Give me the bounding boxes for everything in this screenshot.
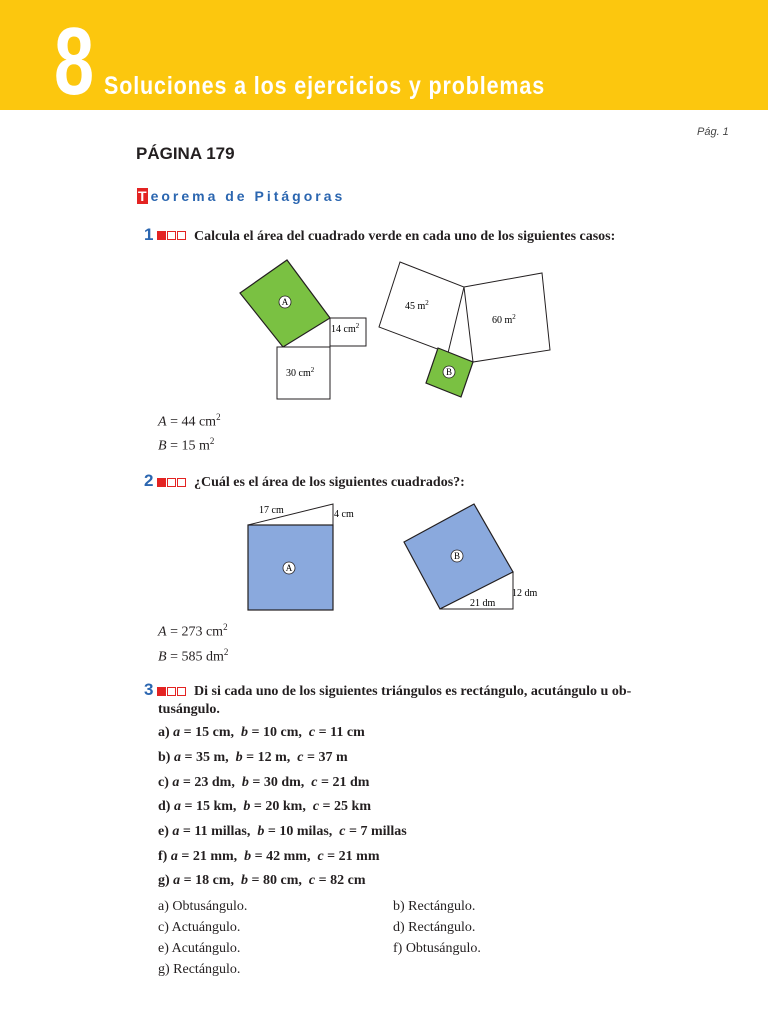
section-first-letter: T — [138, 188, 147, 204]
fig2-label-21: 21 dm — [470, 598, 496, 609]
header-band — [0, 0, 768, 115]
section-title — [137, 188, 345, 204]
header-title: Soluciones a los ejercicios y problemas — [104, 72, 546, 100]
fig2-label-12: 12 dm — [512, 588, 538, 599]
page-title: PÁGINA 179 — [136, 144, 235, 163]
exercise-3-statement-line1: Di si cada uno de los siguientes triángulos es rectángulo, acutángulo u ob- — [194, 684, 632, 699]
list-item: a) a = 15 cm, b = 10 cm, c = 11 cm — [158, 725, 365, 740]
ex2-answer-a: A = 273 $cm^2$ — [158, 622, 228, 640]
chapter-number: 8 — [54, 8, 95, 115]
ex3-answer: b) Rectángulo. — [393, 899, 476, 914]
ex3-answer: d) Rectángulo. — [393, 920, 476, 935]
list-item: e) a = 11 millas, b = 10 milas, c = 7 millas — [158, 824, 407, 839]
difficulty-indicator — [157, 478, 186, 487]
exercise-1-number: 1 — [144, 225, 154, 244]
ex1-answer-b: B = 15 $m^2$ — [158, 436, 215, 454]
fig1-label-b: B — [445, 367, 453, 377]
list-item: c) a = 23 dm, b = 30 dm, c = 21 dm — [158, 775, 370, 790]
exercise-1-statement: Calcula el área del cuadrado verde en cada uno de los siguientes casos: — [194, 229, 616, 244]
fig2-label-17: 17 cm — [259, 505, 284, 516]
exercise-1-figure — [230, 250, 570, 410]
page-number: Pág. 1 — [697, 126, 729, 138]
difficulty-indicator — [157, 231, 186, 240]
difficulty-indicator — [157, 687, 186, 696]
exercise-3-number: 3 — [144, 680, 154, 699]
fig1-label-60: 60 $m^2$ — [492, 313, 516, 326]
fig1-label-14: 14 $cm^2$ — [331, 322, 360, 335]
section-title-text: eorema de Pitágoras — [150, 188, 346, 204]
fig2-label-a: A — [285, 563, 293, 573]
list-item: f) a = 21 mm, b = 42 mm, c = 21 mm — [158, 849, 380, 864]
list-item: b) a = 35 m, b = 12 m, c = 37 m — [158, 750, 348, 765]
fig1-label-30: 30 $cm^2$ — [286, 366, 315, 379]
exercise-2-number: 2 — [144, 471, 154, 490]
exercise-2-statement: ¿Cuál es el área de los siguientes cuadrados?: — [194, 475, 465, 490]
fig2-label-4: 4 cm — [334, 509, 354, 520]
fig1-label-a: A — [281, 297, 289, 307]
fig1-label-45: 45 $m^2$ — [405, 299, 429, 312]
ex3-answer: g) Rectángulo. — [158, 962, 241, 977]
ex3-answer: e) Acutángulo. — [158, 941, 241, 956]
exercise-2-figure — [230, 496, 560, 616]
list-item: d) a = 15 km, b = 20 km, c = 25 km — [158, 799, 371, 814]
ex3-answer: f) Obtusángulo. — [393, 941, 481, 956]
ex3-answer: a) Obtusángulo. — [158, 899, 248, 914]
ex2-answer-b: B = 585 $dm^2$ — [158, 647, 229, 665]
exercise-3-statement-line2: tusángulo. — [158, 702, 220, 717]
ex1-answer-a: A = 44 $cm^2$ — [158, 412, 221, 430]
list-item: g) a = 18 cm, b = 80 cm, c = 82 cm — [158, 873, 366, 888]
ex3-answer: c) Actuángulo. — [158, 920, 241, 935]
fig2-label-b: B — [453, 551, 461, 561]
